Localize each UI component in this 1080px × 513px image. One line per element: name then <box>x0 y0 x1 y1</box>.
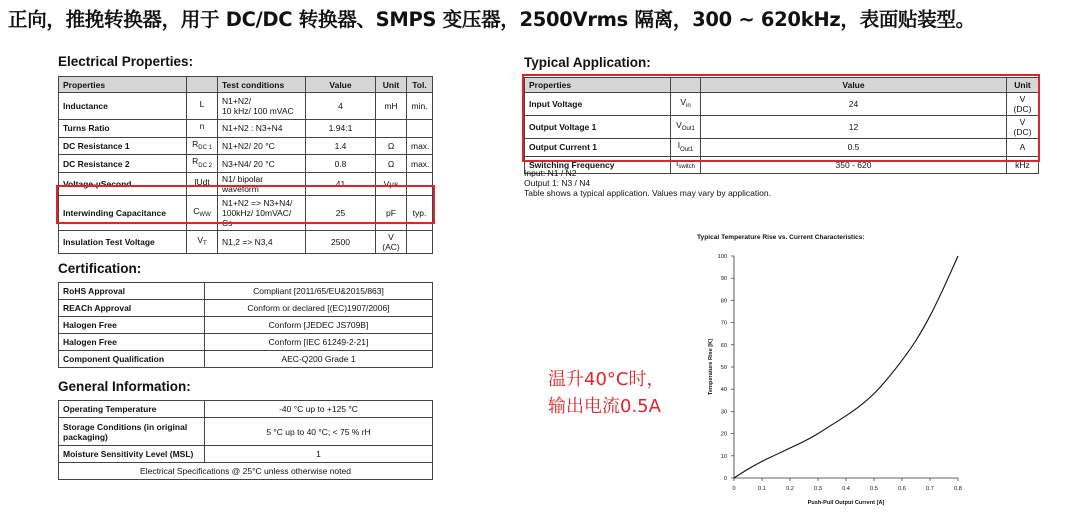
footer-note: Electrical Specifications @ 25°C unless otherwise noted <box>59 463 433 480</box>
property-symbol <box>187 173 218 196</box>
x-tick-label: 0.6 <box>898 486 906 492</box>
symbol-base: V <box>197 234 203 245</box>
application-value: 350 - 620 <box>701 156 1007 174</box>
symbol-subscript: switch <box>678 164 696 171</box>
header-test-conditions: Test conditions <box>218 77 306 93</box>
application-property: Output Current 1 <box>525 139 671 157</box>
headline: 正向，推挽转换器，用于 DC/DC 转换器、SMPS 变压器，2500Vrms 隔离，300 ~ 620kHz，表面贴装型。 <box>8 8 975 31</box>
table-row <box>59 137 433 155</box>
property-unit <box>376 120 407 138</box>
y-tick-label: 0 <box>723 476 727 482</box>
application-value: 24 <box>701 93 1007 116</box>
property-tolerance <box>407 173 433 196</box>
certification-name: Halogen Free <box>59 317 205 334</box>
certification-value: Conform [IEC 61249-2-21] <box>205 334 433 351</box>
x-tick-label: 0.2 <box>786 486 794 492</box>
certification-title: Certification: <box>58 261 142 276</box>
chart-title: Typical Temperature Rise vs. Current Characteristics: <box>697 234 865 241</box>
application-value: 12 <box>701 116 1007 139</box>
table-row <box>59 196 433 231</box>
table-row <box>525 116 1039 139</box>
info-name: Moisture Sensitivity Level (MSL) <box>59 446 205 463</box>
certification-value: Compliant [2011/65/EU&2015/863] <box>205 283 433 300</box>
info-name: Storage Conditions (in original packaging) <box>59 418 205 446</box>
electrical-properties-table <box>58 76 433 254</box>
x-tick-label: 0.4 <box>842 486 850 492</box>
y-tick-label: 10 <box>720 453 727 460</box>
electrical-properties-title: Electrical Properties: <box>58 54 194 69</box>
certification-name: RoHS Approval <box>59 283 205 300</box>
temperature-rise-chart <box>690 244 980 510</box>
x-tick-label: 0.5 <box>870 486 878 492</box>
application-unit: A <box>1007 139 1039 157</box>
property-value: 1.4 <box>306 137 376 155</box>
table-row <box>59 283 433 300</box>
certification-value: Conform [JEDEC JS709B] <box>205 317 433 334</box>
table-row <box>59 300 433 317</box>
property-unit: Ω <box>376 155 407 173</box>
table-row <box>59 155 433 173</box>
property-tolerance <box>407 120 433 138</box>
property-name: Inductance <box>59 93 187 120</box>
table-row <box>59 120 433 138</box>
test-condition: N1+N2/ 20 °C <box>218 137 306 155</box>
typical-application-table <box>524 77 1039 174</box>
note-line: Output 1: N3 / N4 <box>524 178 591 188</box>
table-row <box>59 351 433 368</box>
application-value: 0.5 <box>701 139 1007 157</box>
general-information-title: General Information: <box>58 379 191 394</box>
test-condition: N1/ bipolar waveform <box>218 173 306 196</box>
property-value: 0.8 <box>306 155 376 173</box>
y-axis-label: Temperature Rise [K] <box>708 338 714 396</box>
symbol-base: n <box>199 121 205 131</box>
header-symbol <box>187 77 218 93</box>
property-tolerance: min. <box>407 93 433 120</box>
property-symbol <box>187 231 218 254</box>
callout-annotation <box>548 366 664 420</box>
application-symbol <box>671 139 701 157</box>
property-name: Interwinding Capacitance <box>59 196 187 231</box>
certification-value: AEC-Q200 Grade 1 <box>205 351 433 368</box>
property-unit: mH <box>376 93 407 120</box>
x-tick-label: 0 <box>732 486 736 492</box>
x-tick-label: 0.1 <box>758 486 766 492</box>
property-symbol <box>187 155 218 173</box>
callout-line-1: 温升40°C时， <box>548 369 665 390</box>
property-name: DC Resistance 1 <box>59 137 187 155</box>
y-tick-label: 70 <box>720 320 727 327</box>
symbol-base: R <box>192 156 199 167</box>
property-unit: Ω <box>376 137 407 155</box>
info-value: 1 <box>205 446 433 463</box>
property-unit: pF <box>376 196 407 231</box>
table-row <box>59 334 433 351</box>
test-condition: N1,2 => N3,4 <box>218 231 306 254</box>
y-tick-label: 80 <box>720 298 727 305</box>
property-name: Insulation Test Voltage <box>59 231 187 254</box>
symbol-subscript: Out1 <box>680 146 694 153</box>
application-symbol <box>671 116 701 139</box>
info-value: 5 °C up to 40 °C; < 75 % rH <box>205 418 433 446</box>
table-row <box>525 139 1039 157</box>
property-tolerance: typ. <box>407 196 433 231</box>
table-row <box>525 93 1039 116</box>
symbol-base: R <box>192 138 199 149</box>
property-value: 25 <box>306 196 376 231</box>
y-tick-label: 100 <box>717 254 727 260</box>
property-value: 4 <box>306 93 376 120</box>
certification-name: Halogen Free <box>59 334 205 351</box>
property-value: 2500 <box>306 231 376 254</box>
header-unit: Unit <box>376 77 407 93</box>
certification-value: Conform or declared [(EC)1907/2006] <box>205 300 433 317</box>
certification-table <box>58 282 433 368</box>
symbol-base: ∫Udt <box>194 176 210 187</box>
y-tick-label: 60 <box>720 342 727 349</box>
symbol-base: V <box>680 96 686 107</box>
table-row <box>59 231 433 254</box>
property-value: 41 <box>306 173 376 196</box>
application-unit: V (DC) <box>1007 93 1039 116</box>
property-name: Turns Ratio <box>59 120 187 138</box>
application-property: Switching Frequency <box>525 156 671 174</box>
table-row <box>59 173 433 196</box>
test-condition: N1+N2 : N3+N4 <box>218 120 306 138</box>
symbol-subscript: Out1 <box>681 126 695 133</box>
property-tolerance: max. <box>407 137 433 155</box>
app-header-unit: Unit <box>1007 78 1039 93</box>
x-tick-label: 0.8 <box>954 486 962 492</box>
property-symbol <box>187 137 218 155</box>
header-tol: Tol. <box>407 77 433 93</box>
application-property: Output Voltage 1 <box>525 116 671 139</box>
application-unit: V (DC) <box>1007 116 1039 139</box>
symbol-subscript: in <box>686 103 691 110</box>
y-tick-label: 40 <box>720 387 727 394</box>
property-unit: V (AC) <box>376 231 407 254</box>
y-tick-label: 50 <box>720 365 727 371</box>
header-properties: Properties <box>59 77 187 93</box>
test-condition: N1+N2/ 10 kHz/ 100 mVAC <box>218 93 306 120</box>
app-header-symbol <box>671 78 701 93</box>
x-tick-label: 0.7 <box>926 486 934 492</box>
header-value: Value <box>306 77 376 93</box>
symbol-base: L <box>199 98 205 109</box>
test-condition: N1+N2 => N3+N4/ 100kHz/ 10mVAC/ Cs <box>218 196 306 231</box>
property-unit: Vµs <box>376 173 407 196</box>
property-symbol <box>187 93 218 120</box>
table-row <box>59 93 433 120</box>
symbol-subscript: DC 1 <box>198 145 212 152</box>
property-symbol <box>187 196 218 231</box>
callout-line-2: 输出电流0.5A <box>548 396 661 417</box>
temperature-rise-curve <box>734 256 958 478</box>
application-symbol <box>671 93 701 116</box>
app-header-value: Value <box>701 78 1007 93</box>
application-notes <box>524 168 771 198</box>
table-row <box>59 317 433 334</box>
property-tolerance: max. <box>407 155 433 173</box>
table-footer-row <box>59 463 433 480</box>
property-symbol <box>187 120 218 138</box>
y-tick-label: 20 <box>720 431 727 438</box>
x-axis-label: Push-Pull Output Current [A] <box>807 500 885 506</box>
symbol-base: C <box>193 205 200 216</box>
app-header-properties: Properties <box>525 78 671 93</box>
symbol-subscript: DC 2 <box>198 163 212 170</box>
y-tick-label: 90 <box>720 276 727 283</box>
property-value: 1.94:1 <box>306 120 376 138</box>
property-name: DC Resistance 2 <box>59 155 187 173</box>
certification-name: Component Qualification <box>59 351 205 368</box>
x-tick-label: 0.3 <box>814 486 822 492</box>
table-row <box>59 446 433 463</box>
table-row <box>59 401 433 418</box>
symbol-subscript: T <box>203 241 207 248</box>
application-property: Input Voltage <box>525 93 671 116</box>
test-condition: N3+N4/ 20 °C <box>218 155 306 173</box>
typical-application-title: Typical Application: <box>524 55 651 70</box>
symbol-base: f <box>675 157 679 168</box>
property-tolerance <box>407 231 433 254</box>
info-name: Operating Temperature <box>59 401 205 418</box>
symbol-base: I <box>677 140 681 150</box>
note-line: Input: N1 / N2 <box>524 168 577 178</box>
table-row <box>59 418 433 446</box>
y-tick-label: 30 <box>720 409 727 416</box>
property-name: Voltage-µSecond <box>59 173 187 196</box>
symbol-subscript: WW <box>199 212 211 219</box>
symbol-base: V <box>676 119 682 130</box>
info-value: -40 °C up to +125 °C <box>205 401 433 418</box>
certification-name: REACh Approval <box>59 300 205 317</box>
note-line: Table shows a typical application. Values may vary by application. <box>524 188 771 198</box>
application-unit: kHz <box>1007 156 1039 174</box>
general-information-table <box>58 400 433 480</box>
